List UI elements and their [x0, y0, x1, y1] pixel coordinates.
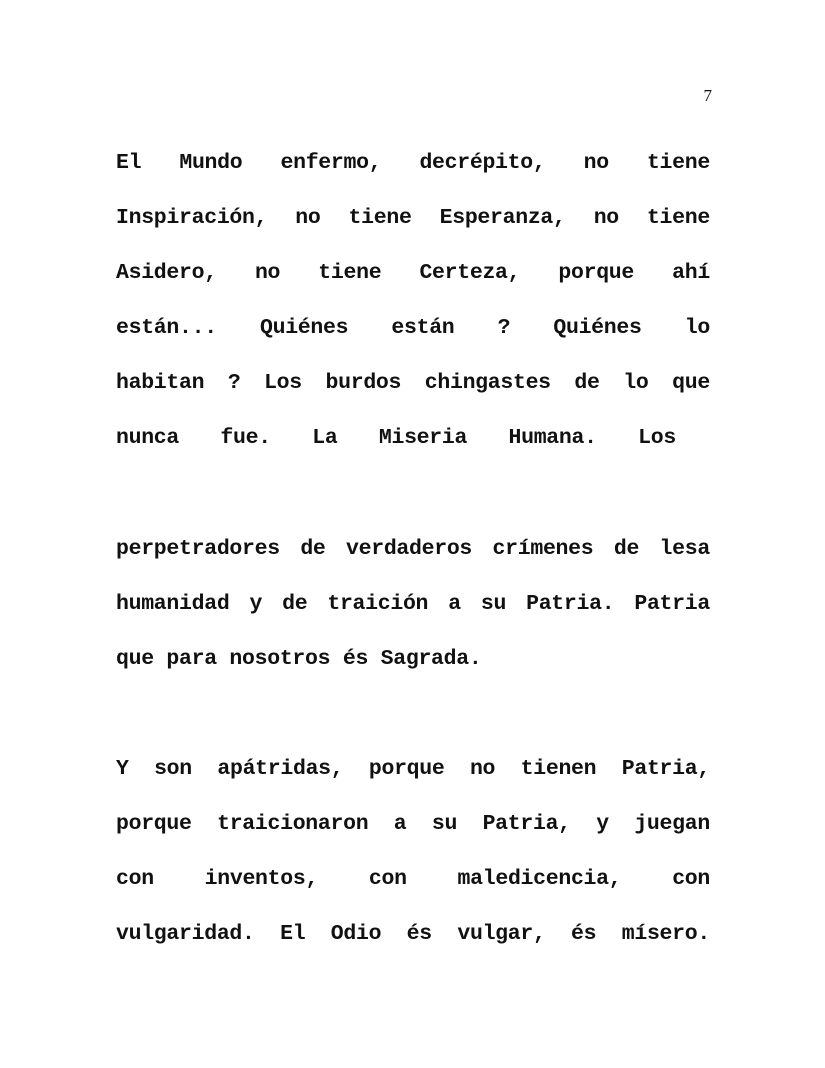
word: ? — [227, 371, 241, 395]
word: están — [391, 316, 455, 340]
word: Humana. — [508, 426, 597, 450]
word: nunca — [116, 426, 180, 450]
word: y — [596, 812, 609, 836]
word: y — [249, 592, 263, 616]
word: lo — [684, 316, 710, 340]
word: no — [254, 261, 281, 285]
word: decrépito, — [419, 151, 546, 175]
word: traicionaron — [217, 812, 369, 836]
text-line — [116, 411, 676, 466]
text-line — [116, 797, 710, 852]
word: a — [448, 592, 461, 616]
word: és — [406, 922, 432, 946]
word: tiene — [646, 151, 710, 175]
word: son — [154, 757, 192, 781]
word: burdos — [325, 371, 402, 395]
word: de — [282, 592, 308, 616]
text-line — [116, 246, 710, 301]
word: mísero. — [621, 922, 710, 946]
text-line — [116, 191, 710, 246]
word: La — [312, 426, 338, 450]
word: Patria, — [482, 812, 571, 836]
word: ahí — [672, 261, 710, 285]
word: su — [431, 812, 458, 836]
word: crímenes — [492, 537, 594, 561]
word: Los — [264, 371, 302, 395]
paragraph-3 — [116, 742, 710, 962]
word: és — [571, 922, 597, 946]
text-line — [116, 356, 710, 411]
word: chingastes — [424, 371, 551, 395]
word: de — [300, 537, 326, 561]
word: vulgaridad. — [116, 922, 255, 946]
word: Quiénes — [260, 316, 349, 340]
word: con — [116, 867, 154, 891]
word: enfermo, — [280, 151, 382, 175]
word: lo — [623, 371, 649, 395]
word: tiene — [646, 206, 710, 230]
word: habitan — [116, 371, 205, 395]
word: están... — [116, 316, 217, 340]
word: con — [368, 867, 407, 891]
word: Inspiración, — [116, 206, 268, 230]
text-line — [116, 301, 710, 356]
word: no — [469, 757, 496, 781]
word: ? — [497, 316, 511, 340]
text-line — [116, 742, 710, 797]
word: no — [593, 206, 619, 230]
word: verdaderos — [346, 537, 473, 561]
word: perpetradores — [116, 537, 280, 561]
text-line — [116, 136, 710, 191]
word: Patria, — [621, 757, 710, 781]
word: porque — [116, 812, 192, 836]
word: inventos, — [204, 867, 319, 891]
word: porque — [368, 757, 445, 781]
text-line — [116, 522, 710, 577]
word: maledicencia, — [457, 867, 622, 891]
word: apátridas, — [217, 757, 344, 781]
word: fue. — [220, 426, 271, 450]
word: vulgar, — [457, 922, 546, 946]
paragraph-2 — [116, 522, 710, 687]
word: lesa — [659, 537, 710, 561]
word: que — [672, 371, 710, 395]
word: Asidero, — [116, 261, 217, 285]
word: de — [613, 537, 640, 561]
text-line: que para nosotros és Sagrada. — [116, 647, 482, 671]
word: El — [116, 151, 142, 175]
word: tienen — [520, 757, 597, 781]
word: Patria — [634, 592, 710, 616]
word: Certeza, — [419, 261, 521, 285]
word: traición — [327, 592, 429, 616]
word: juegan — [634, 812, 710, 836]
paragraph-1 — [116, 136, 710, 466]
word: Esperanza, — [439, 206, 566, 230]
word: tiene — [348, 206, 412, 230]
word: no — [295, 206, 321, 230]
text-line — [116, 852, 710, 907]
page-number: 7 — [703, 86, 712, 105]
word: El — [280, 922, 306, 946]
word: a — [393, 812, 407, 836]
word: con — [672, 867, 710, 891]
word: Patria. — [526, 592, 615, 616]
word: Mundo — [179, 151, 243, 175]
word: Miseria — [378, 426, 468, 450]
word: Y — [116, 757, 129, 781]
text-line — [116, 577, 710, 632]
word: porque — [558, 261, 635, 285]
word: Quiénes — [553, 316, 642, 340]
word: su — [480, 592, 507, 616]
word: de — [574, 371, 600, 395]
word: Los — [638, 426, 676, 450]
word: no — [583, 151, 609, 175]
word: Odio — [330, 922, 382, 946]
text-line — [116, 907, 710, 962]
word: tiene — [318, 261, 382, 285]
word: humanidad — [116, 592, 230, 616]
